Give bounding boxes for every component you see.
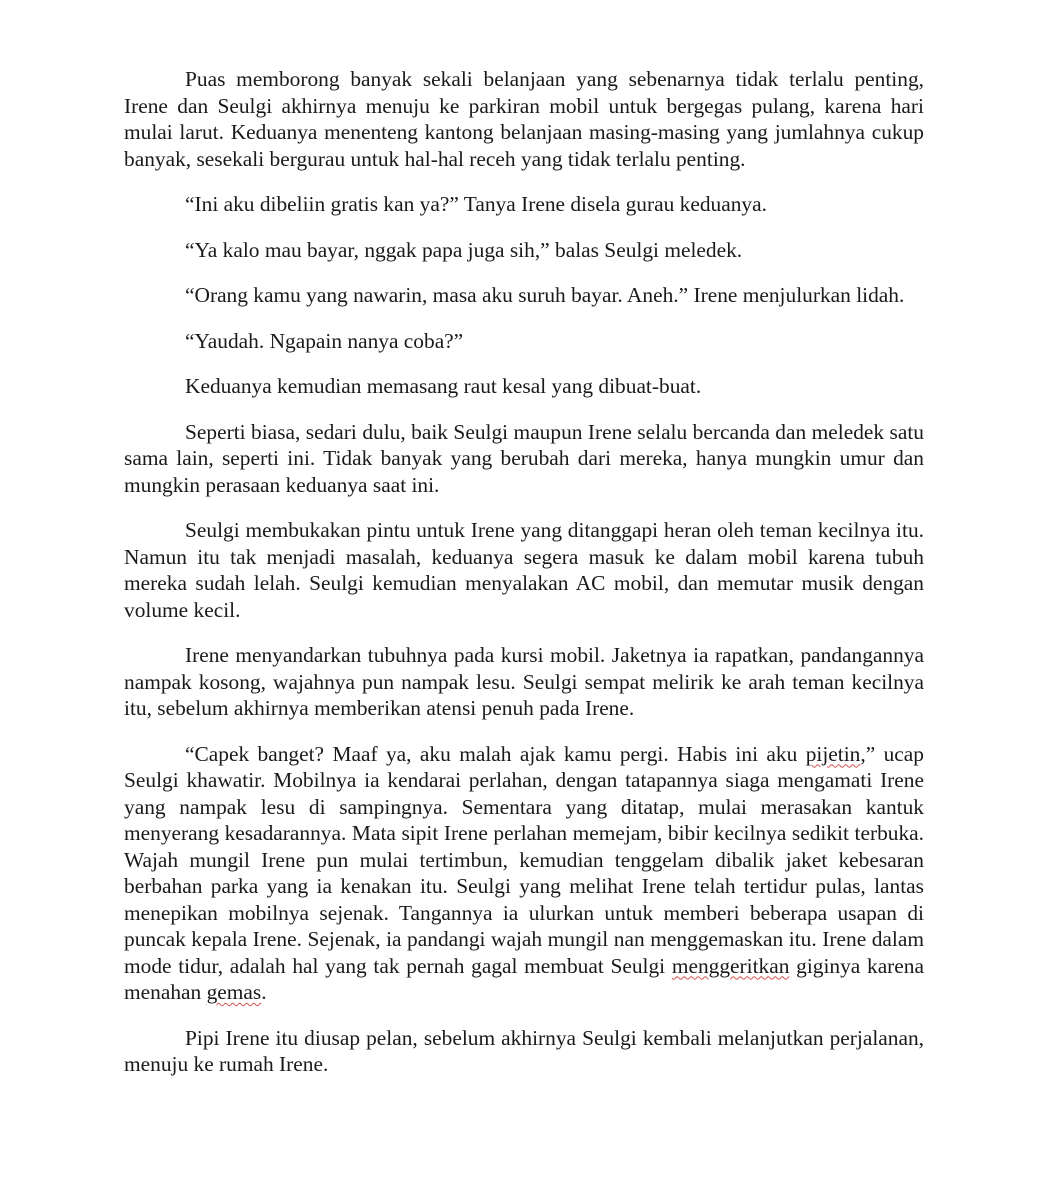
paragraph bbox=[124, 373, 924, 400]
paragraph bbox=[124, 419, 924, 499]
document-page bbox=[124, 66, 924, 1097]
spellcheck-flagged-word[interactable]: pijetin bbox=[805, 741, 861, 766]
paragraph bbox=[124, 282, 924, 309]
paragraph-text: “Yaudah. Ngapain nanya coba?” bbox=[185, 328, 464, 353]
paragraph-text: ,” ucap Seulgi khawatir. Mobilnya ia kendarai perlahan, dengan tatapannya siaga mengamati Irene yang nampak lesu di sampingnya. Sementara yang ditatap, mulai merasakan kantuk menyerang kesadarannya. Mata sipit Irene perlahan memejam, bibir kecilnya sedikit terbuka. Wajah mungil Irene pun mulai tertimbun, kemudian tenggelam dibalik jaket kebesaran berbahan parka yang ia kenakan itu. Seulgi yang melihat Irene telah tertidur pulas, lantas menepikan mobilnya sejenak. Tangannya ia ulurkan untuk memberi beberapa usapan di puncak kepala Irene. Sejenak, ia pandangi wajah mungil nan menggemaskan itu. Irene dalam mode tidur, adalah hal yang tak pernah gagal membuat Seulgi bbox=[124, 741, 924, 978]
paragraph bbox=[124, 517, 924, 623]
paragraph bbox=[124, 741, 924, 1006]
paragraph-text: Puas memborong banyak sekali belanjaan yang sebenarnya tidak terlalu penting, Irene dan Seulgi akhirnya menuju ke parkiran mobil untuk bergegas pulang, karena hari mulai larut. Keduanya menenteng kantong belanjaan masing-masing yang jumlahnya cukup banyak, sesekali bergurau untuk hal-hal receh yang tidak terlalu penting. bbox=[124, 67, 924, 171]
paragraph-text: Keduanya kemudian memasang raut kesal yang dibuat-buat. bbox=[185, 374, 702, 398]
paragraph-text: “Ya kalo mau bayar, nggak papa juga sih,” balas Seulgi meledek. bbox=[185, 237, 743, 262]
paragraph bbox=[124, 237, 924, 264]
paragraph bbox=[124, 66, 924, 172]
spellcheck-flagged-word[interactable]: gemas bbox=[206, 980, 262, 1004]
paragraph-text: “Capek banget? Maaf ya, aku malah ajak kamu pergi. Habis ini aku bbox=[185, 741, 806, 766]
paragraph-text: “Orang kamu yang nawarin, masa aku suruh bayar. Aneh.” Irene menjulurkan lidah. bbox=[185, 283, 905, 307]
paragraph bbox=[124, 642, 924, 722]
paragraph bbox=[124, 328, 924, 355]
paragraph-text: Irene menyandarkan tubuhnya pada kursi mobil. Jaketnya ia rapatkan, pandangannya nampak kosong, wajahnya pun nampak lesu. Seulgi sempat melirik ke arah teman kecilnya itu, sebelum akhirnya memberikan atensi penuh pada Irene. bbox=[124, 643, 924, 720]
paragraph bbox=[124, 191, 924, 218]
paragraph-text: “Ini aku dibeliin gratis kan ya?” Tanya Irene disela gurau keduanya. bbox=[185, 192, 767, 216]
paragraph-text: Seperti biasa, sedari dulu, baik Seulgi maupun Irene selalu bercanda dan meledek satu sama lain, seperti ini. Tidak banyak yang berubah dari mereka, hanya mungkin umur dan mungkin perasaan keduanya saat ini. bbox=[124, 419, 924, 497]
paragraph bbox=[124, 1025, 924, 1078]
paragraph-text: giginya karena menahan bbox=[124, 953, 924, 1004]
paragraph-text: Seulgi membukakan pintu untuk Irene yang ditanggapi heran oleh teman kecilnya itu. Namun itu tak menjadi masalah, keduanya segera masuk ke dalam mobil karena tubuh mereka sudah lelah. Seulgi kemudian menyalakan AC mobil, dan memutar musik dengan volume kecil. bbox=[124, 518, 924, 622]
paragraph-text: . bbox=[261, 980, 267, 1004]
spellcheck-flagged-word[interactable]: menggeritkan bbox=[671, 953, 790, 978]
paragraph-text: Pipi Irene itu diusap pelan, sebelum akhirnya Seulgi kembali melanjutkan perjalanan, menuju ke rumah Irene. bbox=[124, 1025, 924, 1076]
